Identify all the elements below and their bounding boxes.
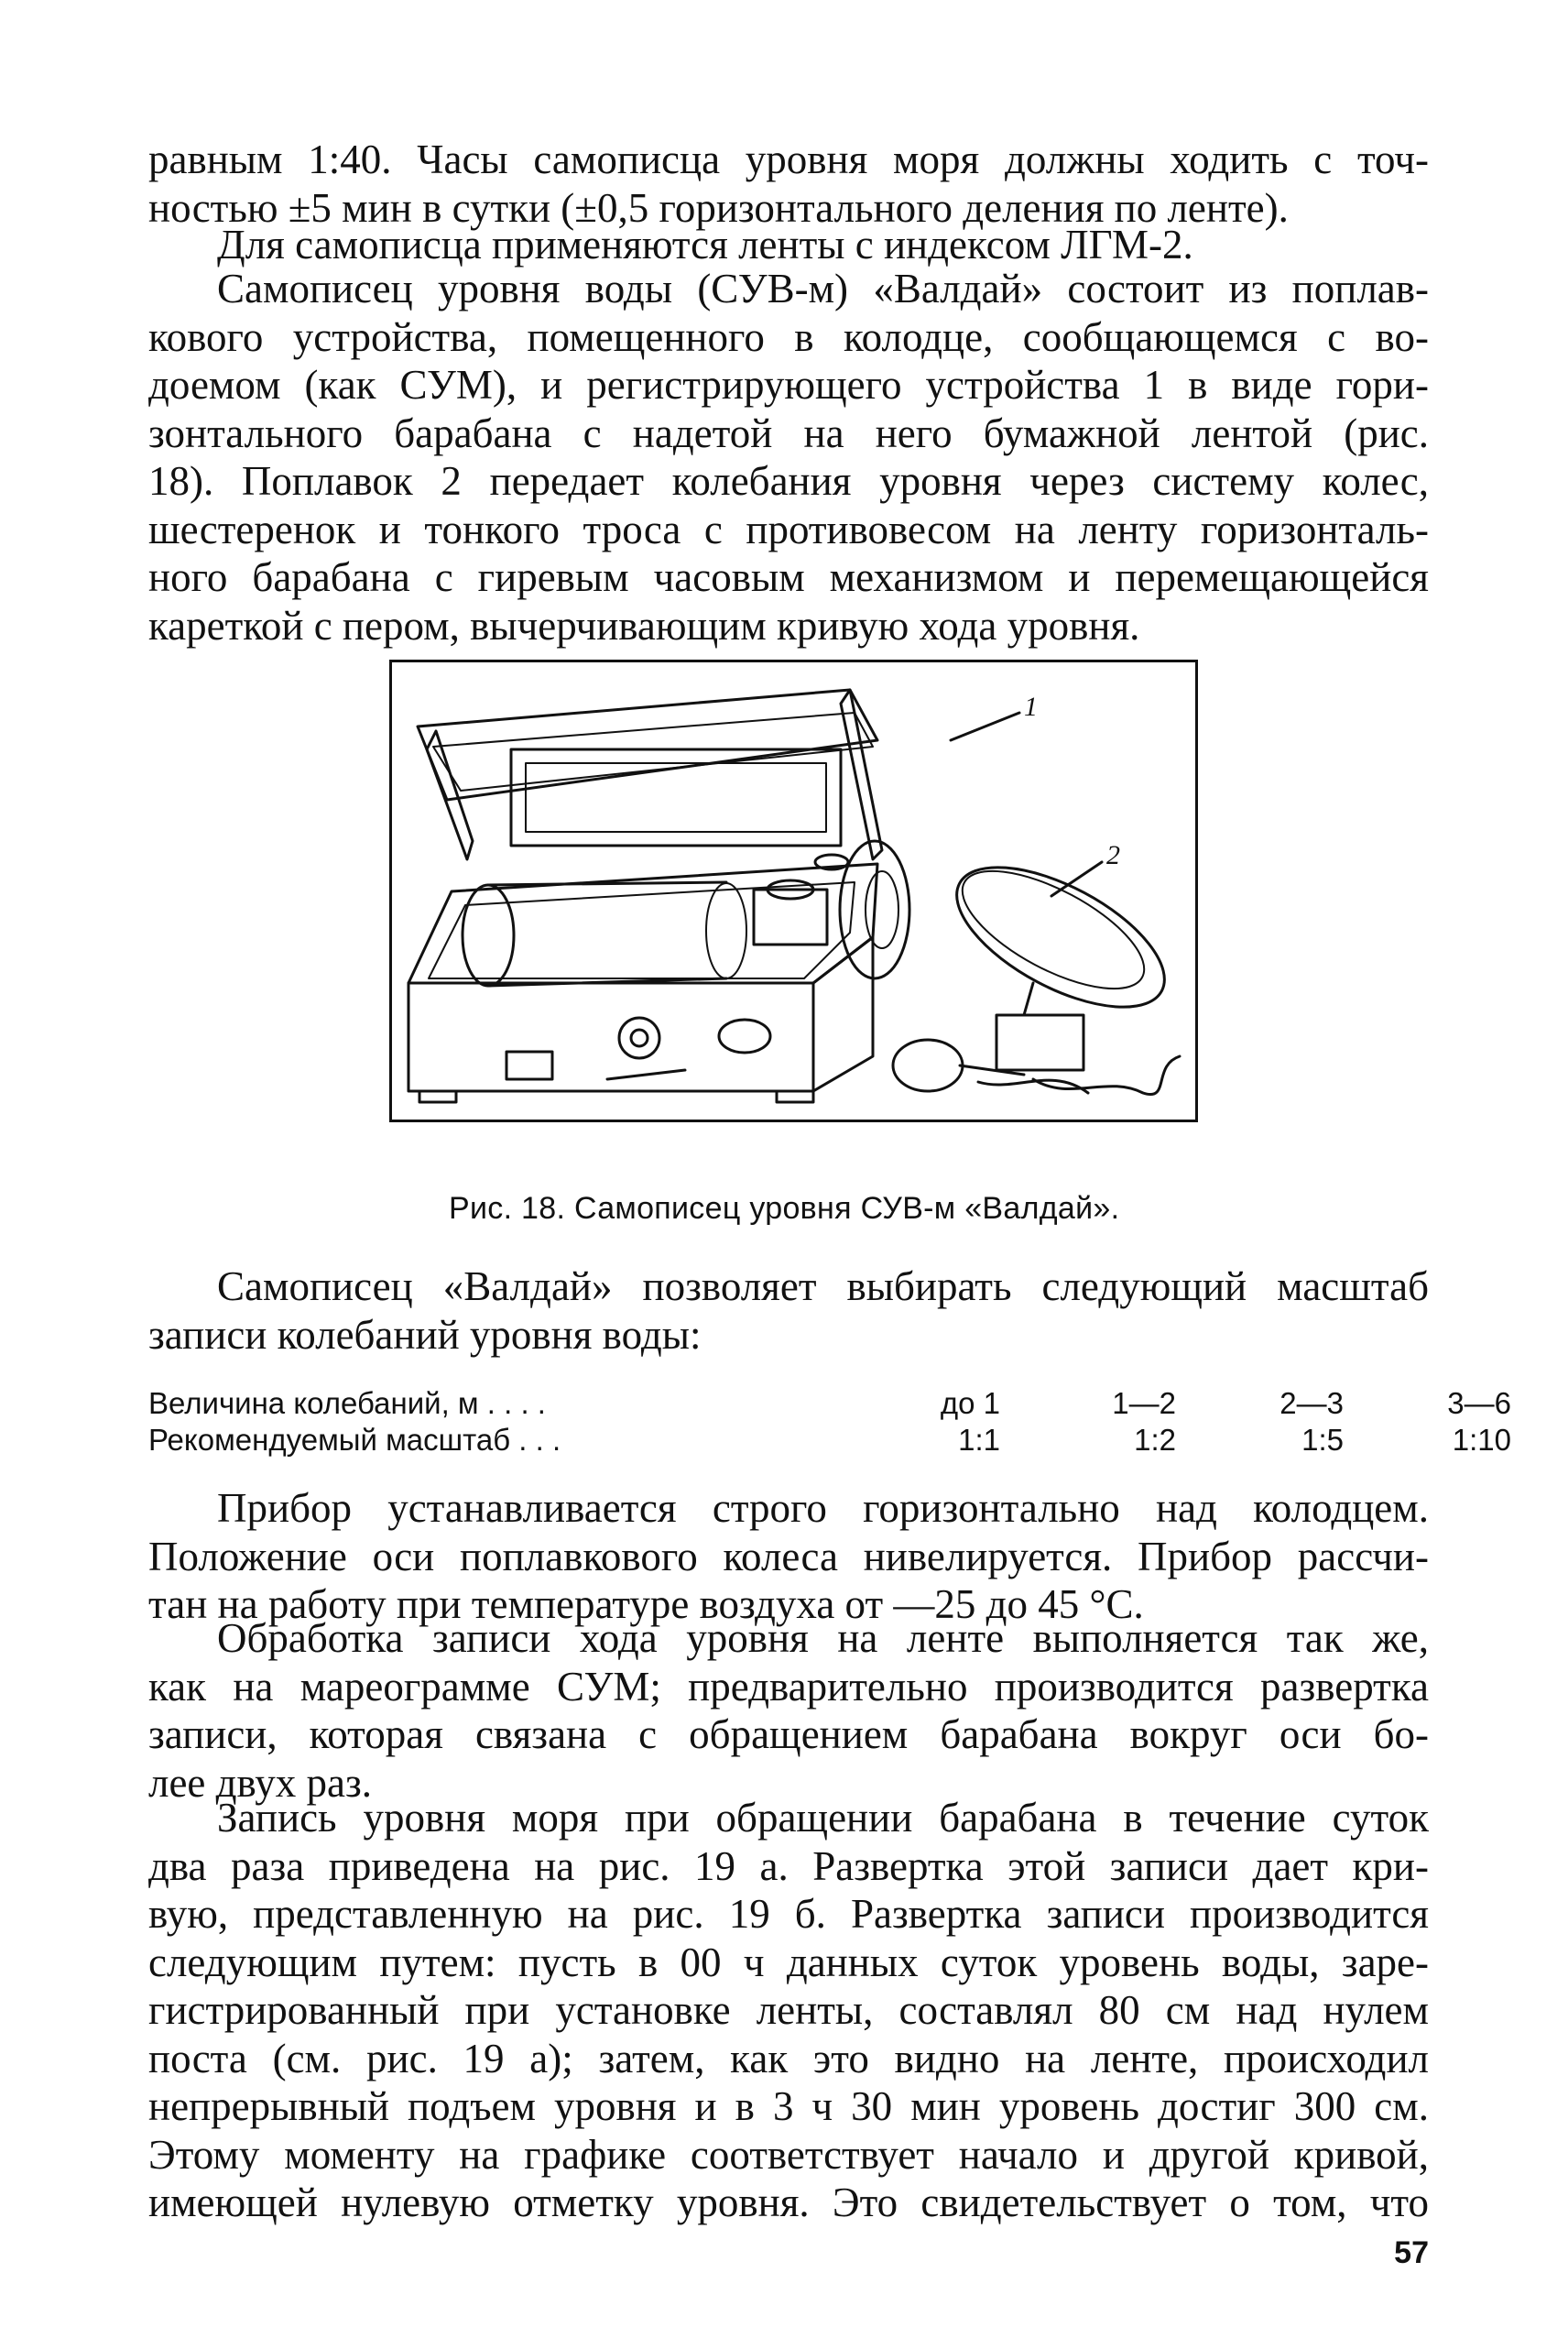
float-disk [936,839,1185,1035]
scale-cell: до 1 [940,1386,1000,1420]
text-line: зонтального барабана с надетой на него бумажной лентой (рис. [148,410,1429,456]
float-cable [1033,1056,1180,1095]
text-line: Обработка записи хода уровня на ленте выполняется так же, [217,1615,1429,1661]
text-line: Самописец уровня воды (СУВ-м) «Валдай» состоит из поплав- [217,266,1429,311]
front-dial [619,1018,659,1058]
recorder-box-body [408,937,873,1091]
scale-cell: 1:10 [1452,1423,1511,1457]
callout-1-leader [951,713,1019,740]
paragraph-unwrapping-example [148,1794,1429,2227]
text-line: имеющей нулевую отметку уровня. Это свидетельствует о том, что [148,2180,1429,2225]
text-line: следующим путем: пусть в 00 ч данных суток уровень воды, заре- [148,1939,1429,1985]
text-line: ностью ±5 мин в сутки (±0,5 горизонтального деления по ленте). [148,184,1289,231]
text-line: записи колебаний уровня воды: [148,1311,702,1358]
recorder-box-top-edge [408,864,877,983]
text-line: равным 1:40. Часы самописца уровня моря должны ходить с точ- [148,137,1429,182]
recording-drum-far-end [706,883,746,978]
float-disk-rim [946,847,1161,1011]
scale-row-label: Величина колебаний, м . . . . [148,1386,546,1420]
callout-2-leader [1051,862,1102,896]
callout-1-label: 1 [1024,692,1038,722]
front-lever [607,1070,685,1079]
text-line: доемом (как СУМ), и регистрирующего устройства 1 в виде гори- [148,362,1429,408]
text-line: как на мареограмме СУМ; предварительно производится развертка [148,1663,1429,1710]
float-wheel-hub [866,871,898,948]
front-latch [506,1052,552,1079]
text-line: Прибор устанавливается строго горизонтально над колодцем. [217,1485,1429,1531]
callout-2-label: 2 [1106,840,1120,870]
recorder-lid-hinge-side [841,690,882,859]
paragraph-tape-index [148,221,1429,269]
paragraph-device-description [148,265,1429,650]
text-line: шестеренок и тонкого троса с противовесом на ленту горизонталь- [148,506,1429,552]
text-line: 18). Поплавок 2 передает колебания уровня через систему колес, [148,458,1429,504]
box-foot [419,1091,456,1102]
scale-cell: 3—6 [1447,1386,1511,1420]
scale-cell: 1—2 [1112,1386,1176,1420]
scale-row-amplitude [148,1385,1511,1422]
text-line: кареткой с пером, вычерчивающим кривую хода уровня. [148,602,1140,649]
recorder-lid-inner-rim [433,713,873,791]
text-line: Этому моменту на графике соответствует начало и другой кривой, [148,2131,1429,2178]
float-arm [1024,983,1033,1015]
text-line: гистрированный при установке ленты, составлял 80 см над нулем [148,1987,1429,2033]
paragraph-scale-and-clock [148,136,1429,232]
recorder-lid-side [427,731,473,859]
text-line: кового устройства, помещенного в колодце, сообщающемся с во- [148,313,1429,360]
scale-cell: 1:2 [1134,1423,1176,1457]
front-dial-center [631,1030,648,1046]
scale-table [148,1385,1511,1458]
page-number: 57 [1394,2235,1429,2270]
recording-drum-top [488,882,726,885]
text-line: лее двух раз. [148,1759,373,1806]
float-bracket [996,1015,1083,1070]
text-line: ного барабана с гиревым часовым механизмом и перемещающейся [148,554,1429,600]
figure-18-frame [389,660,1198,1122]
text-line: вую, представленную на рис. 19 б. Развертка записи производится [148,1891,1429,1937]
text-line: тан на работу при температуре воздуха от —25 до 45 °С. [148,1581,1144,1627]
text-line: записи, которая связана с обращением барабана вокруг оси бо- [148,1711,1429,1757]
scale-cell: 2—3 [1279,1386,1344,1420]
box-foot [777,1091,813,1102]
paragraph-processing [148,1614,1429,1807]
text-line: Положение оси поплавкового колеса нивелируется. Прибор рассчи- [148,1533,1429,1579]
water-level-recorder-illustration [392,662,1195,1120]
scale-row-label: Рекомендуемый масштаб . . . [148,1423,561,1457]
paragraph-scale-selection [148,1262,1429,1359]
scale-cell: 1:5 [1301,1423,1344,1457]
counterweight [893,1040,963,1091]
text-line: непрерывный подъем уровня и в 3 ч 30 мин уровень достиг 300 см. [148,2083,1429,2129]
recorder-lid-outline [418,690,877,800]
text-line: Для самописца применяются ленты с индексом ЛГМ-2. [217,222,1193,268]
text-line: Запись уровня моря при обращении барабана в течение суток [217,1795,1429,1841]
scale-cell: 1:1 [958,1423,1000,1457]
text-line: поста (см. рис. 19 а); затем, как это видно на ленте, происходил [148,2035,1429,2081]
recorder-lid-window-glass [526,763,826,832]
scale-row-recommended [148,1422,1511,1458]
recording-drum-end [463,885,514,986]
text-line: два раза приведена на рис. 19 а. Развертка этой записи дает кри- [148,1842,1429,1889]
paragraph-installation [148,1484,1429,1629]
text-line: Самописец «Валдай» позволяет выбирать следующий масштаб [217,1263,1429,1309]
front-knob [719,1020,770,1053]
recorder-box-inner-wall [429,882,855,978]
figure-caption: Рис. 18. Самописец уровня СУВ-м «Валдай». [449,1191,1120,1226]
float-cable-loop [978,1080,1088,1093]
